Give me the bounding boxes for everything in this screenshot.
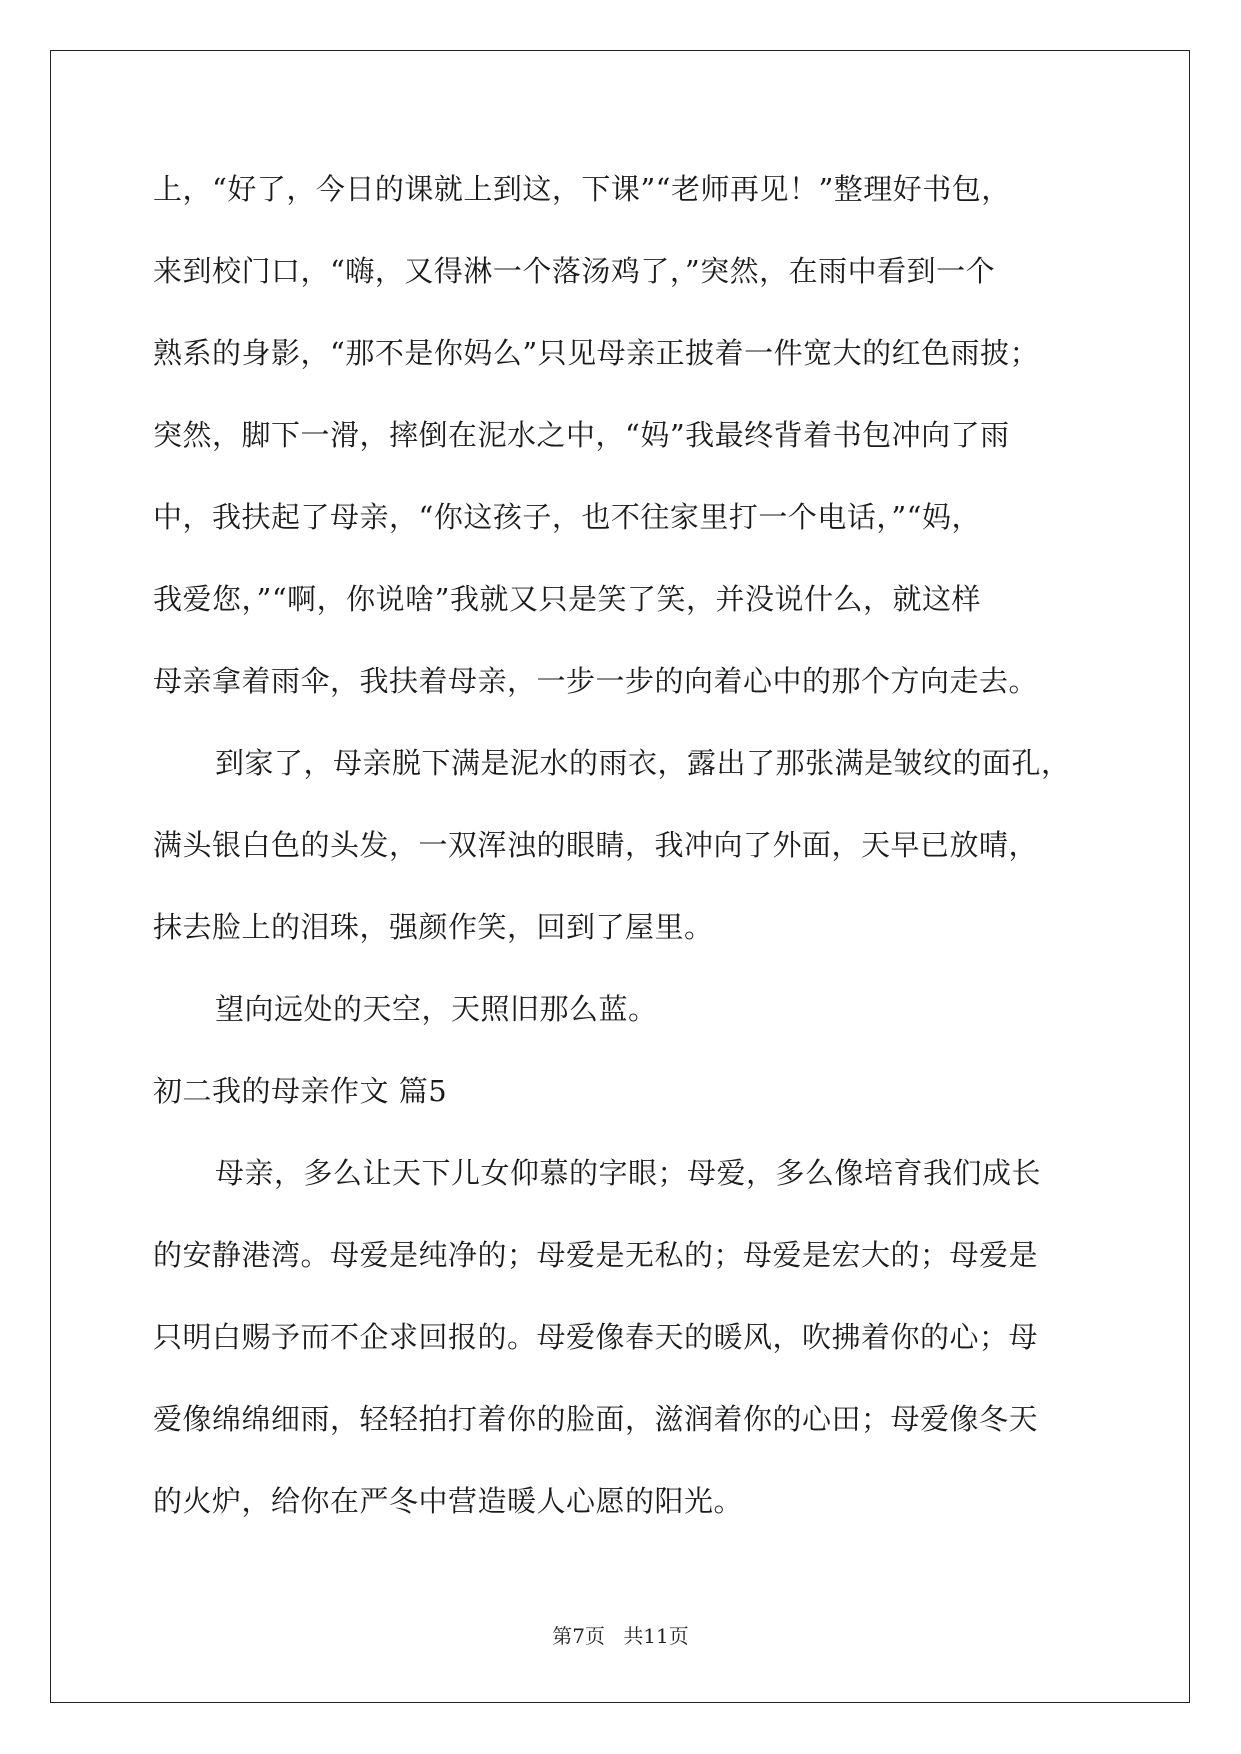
text-line-9: 满头银白色的头发，一双浑浊的眼睛，我冲向了外面，天早已放晴， — [153, 828, 1039, 862]
page-number: 第7页 — [552, 1624, 605, 1648]
text-line-4: 突然，脚下一滑，摔倒在泥水之中，“妈”我最终背着书包冲向了雨 — [153, 418, 1010, 452]
text-line-10: 抹去脸上的泪珠，强颜作笑，回到了屋里。 — [153, 910, 714, 944]
text-line-2: 来到校门口，“嗨，又得淋一个落汤鸡了，”突然，在雨中看到一个 — [153, 254, 996, 288]
text-line-1: 上，“好了，今日的课就上到这，下课”“老师再见！”整理好书包， — [153, 172, 1011, 206]
document-body — [153, 148, 1093, 1542]
section-heading: 初二我的母亲作文 篇5 — [153, 1074, 448, 1108]
text-line-17: 的火炉，给你在严冬中营造暖人心愿的阳光。 — [153, 1484, 744, 1518]
text-line-11: 望向远处的天空，天照旧那么蓝。 — [215, 992, 658, 1026]
text-line-15: 只明白赐予而不企求回报的。母爱像春天的暖风，吹拂着你的心；母 — [153, 1320, 1039, 1354]
text-line-6: 我爱您，”“啊，你说啥”我就又只是笑了笑，并没说什么，就这样 — [153, 582, 981, 616]
text-line-5: 中，我扶起了母亲，“你这孩子，也不往家里打一个电话，”“妈， — [153, 500, 981, 534]
page-footer — [0, 1620, 1241, 1649]
text-line-16: 爱像绵绵细雨，轻轻拍打着你的脸面，滋润着你的心田；母爱像冬天 — [153, 1402, 1039, 1436]
text-line-13: 母亲，多么让天下儿女仰慕的字眼；母爱，多么像培育我们成长 — [215, 1156, 1042, 1190]
page-total: 共11页 — [623, 1624, 689, 1648]
text-line-3: 熟系的身影，“那不是你妈么”只见母亲正披着一件宽大的红色雨披； — [153, 336, 1040, 370]
text-line-8: 到家了，母亲脱下满是泥水的雨衣，露出了那张满是皱纹的面孔， — [215, 746, 1071, 780]
text-line-14: 的安静港湾。母爱是纯净的；母爱是无私的；母爱是宏大的；母爱是 — [153, 1238, 1039, 1272]
text-line-7: 母亲拿着雨伞，我扶着母亲，一步一步的向着心中的那个方向走去。 — [153, 664, 1039, 698]
